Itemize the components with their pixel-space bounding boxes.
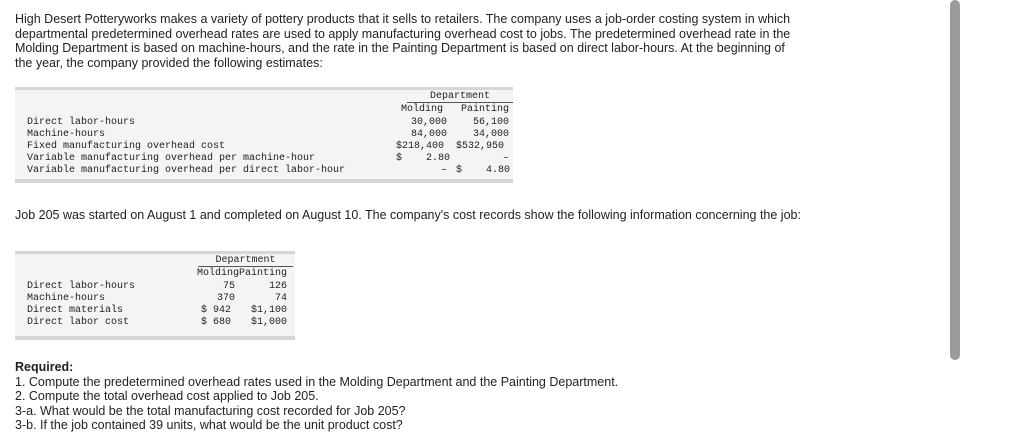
row-label: Direct labor-hours [27, 117, 136, 128]
painting-value: $532,950 [456, 141, 505, 152]
row-label: Fixed manufacturing overhead cost [27, 141, 226, 152]
column-header: MoldingPainting [197, 268, 288, 279]
requirement-item: 3-b. If the job contained 39 units, what would be the unit product cost? [15, 418, 403, 433]
vertical-scrollbar[interactable] [950, 0, 960, 360]
required-section [15, 360, 805, 433]
table-bottom-border [15, 179, 513, 183]
painting-value: 34,000 [472, 129, 509, 140]
department-header: Department [429, 91, 490, 102]
painting-value: $1,000 [250, 317, 287, 328]
required-heading: Required: [15, 360, 74, 374]
row-label: Direct materials [27, 305, 124, 316]
painting-value: 74 [274, 293, 287, 304]
molding-header: Molding [401, 104, 444, 115]
molding-value: 75 [222, 281, 235, 292]
painting-value: 56,100 [472, 117, 509, 128]
molding-value: 370 [216, 293, 235, 304]
molding-value: $218,400 [396, 141, 445, 152]
painting-value: $1,100 [250, 305, 287, 316]
estimates-table [15, 87, 513, 183]
molding-value: 30,000 [410, 117, 447, 128]
requirement-item: 1. Compute the predetermined overhead rates used in the Molding Department and the Painting Department. [15, 374, 619, 389]
row-label: Machine-hours [27, 293, 106, 304]
table-bottom-border [15, 336, 295, 340]
header-rule [407, 102, 513, 103]
molding-value: $ 2.80 [396, 153, 451, 164]
row-label: Direct labor-hours [27, 281, 136, 292]
row-label: Direct labor cost [27, 317, 130, 328]
painting-header: Painting [461, 104, 510, 115]
painting-value: – [502, 153, 509, 164]
molding-value: $ 680 [201, 317, 232, 328]
intro-paragraph: High Desert Potteryworks makes a variety of pottery products that it sells to retailers. The company uses a job-order costing system in which departmental predetermined overhead rates are used to apply manufacturing overhead cost to jobs. The predetermined overhead rate in the Molding Department is based on machine-hours, and the rate in the Painting Department is based on direct labor-hours. At the beginning of the year, the company provided the following estimates: [15, 12, 791, 70]
requirement-item: 2. Compute the total overhead cost applied to Job 205. [15, 389, 319, 404]
job-paragraph: Job 205 was started on August 1 and completed on August 10. The company's cost records show the following information concerning the job: [15, 208, 801, 222]
row-label: Variable manufacturing overhead per direct labor-hour [27, 165, 346, 176]
painting-value: $ 4.80 [456, 165, 511, 176]
header-rule [198, 266, 293, 267]
row-label: Variable manufacturing overhead per machine-hour [27, 153, 316, 164]
painting-value: 126 [268, 281, 287, 292]
row-label: Machine-hours [27, 129, 106, 140]
requirement-item: 3-a. What would be the total manufacturing cost recorded for Job 205? [15, 403, 406, 418]
department-header: Department [215, 255, 276, 266]
molding-value: $ 942 [201, 305, 232, 316]
molding-value: – [440, 165, 447, 176]
job-205-table [15, 251, 295, 340]
molding-value: 84,000 [410, 129, 447, 140]
